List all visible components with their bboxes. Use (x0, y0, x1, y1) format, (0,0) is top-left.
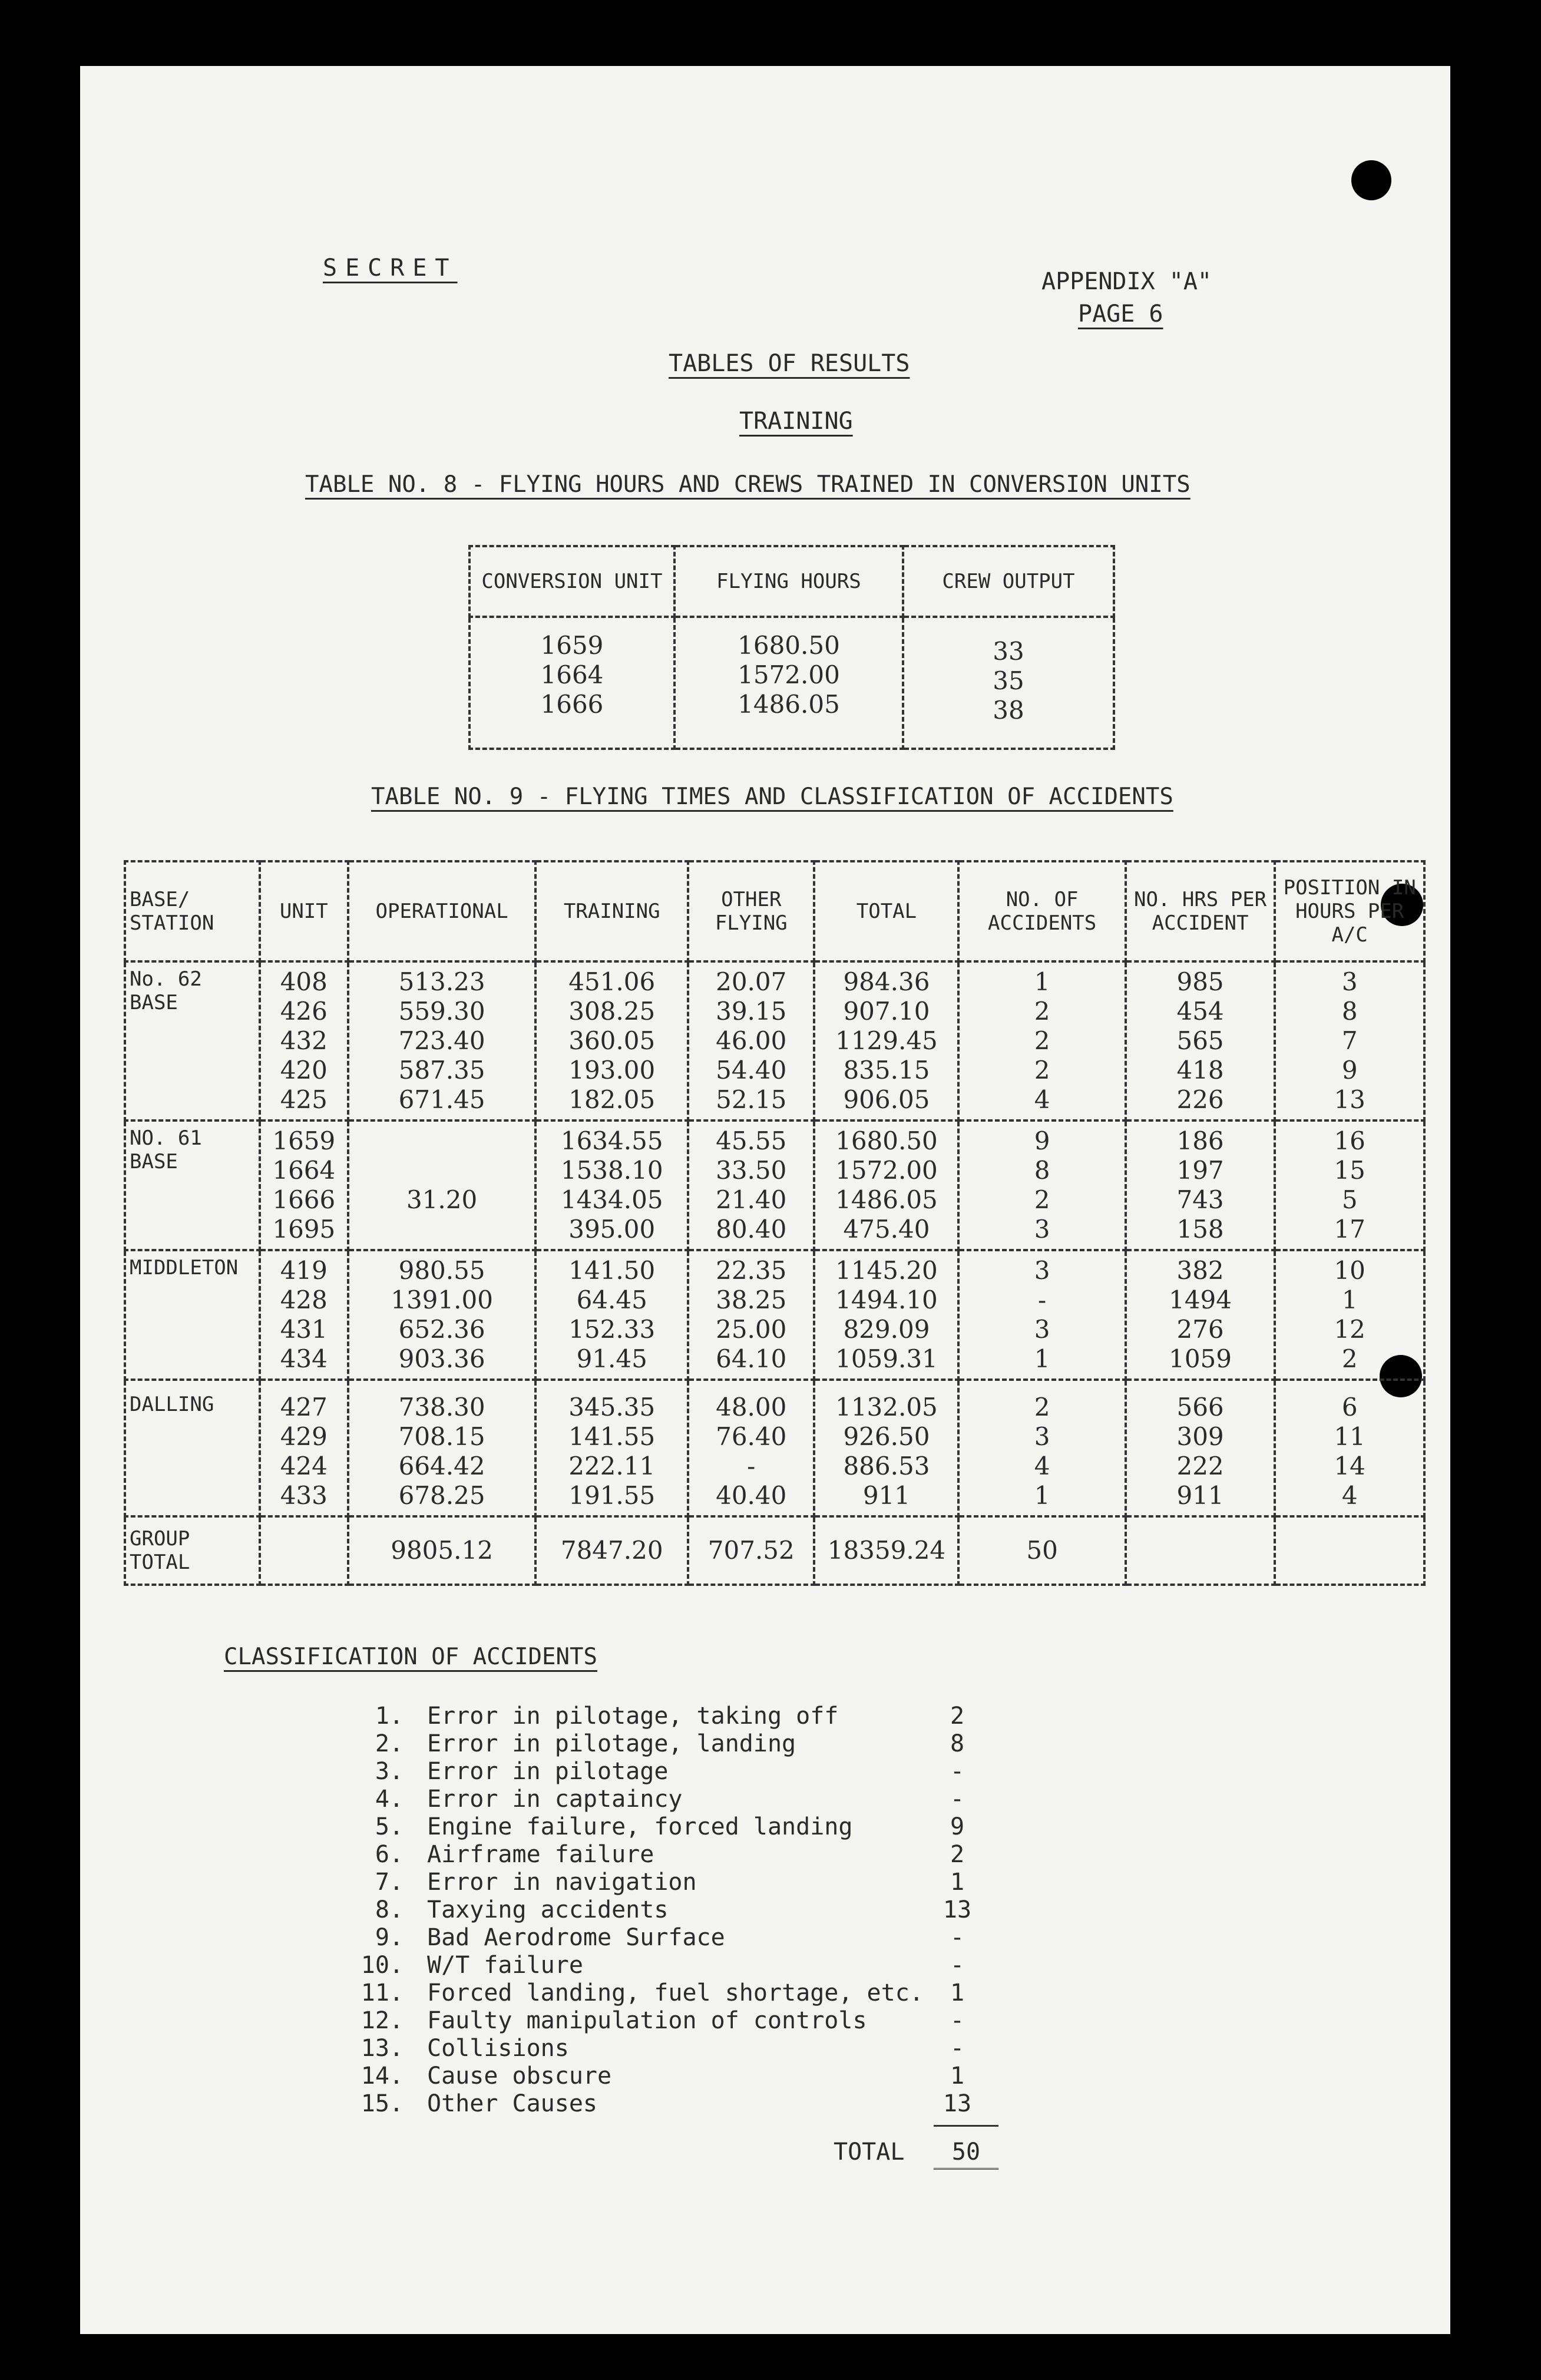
table9-header-operational: OPERATIONAL (348, 861, 535, 961)
total-total: 18359.24 (814, 1516, 958, 1585)
table8-header-unit: CONVERSION UNIT (469, 546, 674, 617)
classification-total-label: TOTAL (834, 2138, 905, 2166)
operational-cell: 980.55 1391.00 652.36 903.36 (348, 1250, 535, 1380)
table9-group-row (125, 1250, 1424, 1380)
position-cell: 10 1 12 2 (1275, 1250, 1424, 1380)
total-accidents: 50 (958, 1516, 1125, 1585)
table8-caption: TABLE NO. 8 - FLYING HOURS AND CREWS TRAINED IN CONVERSION UNITS (305, 471, 1191, 498)
other-cell: 20.07 39.15 46.00 54.40 52.15 (688, 961, 814, 1120)
total-cell: 984.36 907.10 1129.45 835.15 906.05 (814, 961, 958, 1120)
total-training: 7847.20 (535, 1516, 688, 1585)
table9-header-station: BASE/ STATION (125, 861, 260, 961)
page-number: PAGE 6 (1078, 300, 1163, 328)
group-total-label: GROUP TOTAL (125, 1516, 260, 1585)
accidents-cell: 9 8 2 3 (958, 1120, 1125, 1250)
training-cell: 451.06 308.25 360.05 193.00 182.05 (535, 961, 688, 1120)
unit-cell: 419 428 431 434 (260, 1250, 348, 1380)
total-operational: 9805.12 (348, 1516, 535, 1585)
training-cell: 1634.55 1538.10 1434.05 395.00 (535, 1120, 688, 1250)
empty-cell (1275, 1516, 1424, 1585)
station-label: MIDDLETON (125, 1250, 260, 1380)
operational-cell: 31.20 (348, 1120, 535, 1250)
table9-header-unit: UNIT (260, 861, 348, 961)
position-cell: 6 11 14 4 (1275, 1380, 1424, 1516)
table8-header-hours: FLYING HOURS (674, 546, 903, 617)
total-cell: 1145.20 1494.10 829.09 1059.31 (814, 1250, 958, 1380)
total-cell: 1132.05 926.50 886.53 911 (814, 1380, 958, 1516)
station-label: No. 62 BASE (125, 961, 260, 1120)
table8-col-hours: 1680.50 1572.00 1486.05 (674, 617, 903, 749)
table9 (124, 860, 1426, 1586)
table9-header-accidents: NO. OF ACCIDENTS (958, 861, 1125, 961)
operational-cell: 738.30 708.15 664.42 678.25 (348, 1380, 535, 1516)
table9-group-row (125, 1380, 1424, 1516)
table8-col-crew: 33 35 38 (903, 617, 1114, 749)
total-rule-top (934, 2125, 998, 2127)
classification-total-value: 50 (934, 2138, 998, 2170)
table9-header-total: TOTAL (814, 861, 958, 961)
table9-group-row (125, 961, 1424, 1120)
total-cell: 1680.50 1572.00 1486.05 475.40 (814, 1120, 958, 1250)
accidents-cell: 3 - 3 1 (958, 1250, 1125, 1380)
punch-hole (1351, 160, 1391, 200)
hrs-per-cell: 566 309 222 911 (1126, 1380, 1275, 1516)
table8-header-crew: CREW OUTPUT (903, 546, 1114, 617)
station-label: NO. 61 BASE (125, 1120, 260, 1250)
document-subtitle: TRAINING (739, 408, 853, 435)
table8 (468, 545, 1115, 750)
table9-caption: TABLE NO. 9 - FLYING TIMES AND CLASSIFICATION OF ACCIDENTS (371, 784, 1173, 810)
table9-header-other: OTHER FLYING (688, 861, 814, 961)
training-cell: 345.35 141.55 222.11 191.55 (535, 1380, 688, 1516)
hrs-per-cell: 186 197 743 158 (1126, 1120, 1275, 1250)
position-cell: 16 15 5 17 (1275, 1120, 1424, 1250)
appendix-label: APPENDIX "A" (1041, 268, 1212, 295)
other-cell: 45.55 33.50 21.40 80.40 (688, 1120, 814, 1250)
unit-cell: 1659 1664 1666 1695 (260, 1120, 348, 1250)
table9-group-row (125, 1120, 1424, 1250)
accidents-cell: 2 3 4 1 (958, 1380, 1125, 1516)
classification-list: 1. Error in pilotage, taking off 2 2. Error in pilotage, landing 8 3. Error in pilotage - 4. Error in captaincy - 5. Engine failure, forced landing 9 6. Airframe failure 2 7. Error in navigation 1 8. Taxying accidents 13 9. Bad Aerodrome Surface - 10. W/T failure - 11. Forced landing, fuel shortage, etc. 1 12. Faulty manipulation of controls - 13. Collisions - 14. Cause obscure 1 15. Other Causes 13 (361, 1703, 972, 2117)
empty-cell (1126, 1516, 1275, 1585)
hrs-per-cell: 382 1494 276 1059 (1126, 1250, 1275, 1380)
operational-cell: 513.23 559.30 723.40 587.35 671.45 (348, 961, 535, 1120)
table9-header-hrs-per: NO. HRS PER ACCIDENT (1126, 861, 1275, 961)
training-cell: 141.50 64.45 152.33 91.45 (535, 1250, 688, 1380)
unit-cell: 408 426 432 420 425 (260, 961, 348, 1120)
accidents-cell: 1 2 2 2 4 (958, 961, 1125, 1120)
table9-header-training: TRAINING (535, 861, 688, 961)
document-title: TABLES OF RESULTS (669, 350, 910, 377)
empty-cell (260, 1516, 348, 1585)
total-other: 707.52 (688, 1516, 814, 1585)
unit-cell: 427 429 424 433 (260, 1380, 348, 1516)
table8-col-unit: 1659 1664 1666 (469, 617, 674, 749)
table9-total-row (125, 1516, 1424, 1585)
other-cell: 22.35 38.25 25.00 64.10 (688, 1250, 814, 1380)
hrs-per-cell: 985 454 565 418 226 (1126, 961, 1275, 1120)
table9-header-position: POSITION IN HOURS PER A/C (1275, 861, 1424, 961)
classification-title: CLASSIFICATION OF ACCIDENTS (224, 1644, 597, 1670)
security-classification: SECRET (323, 254, 458, 282)
other-cell: 48.00 76.40 - 40.40 (688, 1380, 814, 1516)
station-label: DALLING (125, 1380, 260, 1516)
position-cell: 3 8 7 9 13 (1275, 961, 1424, 1120)
